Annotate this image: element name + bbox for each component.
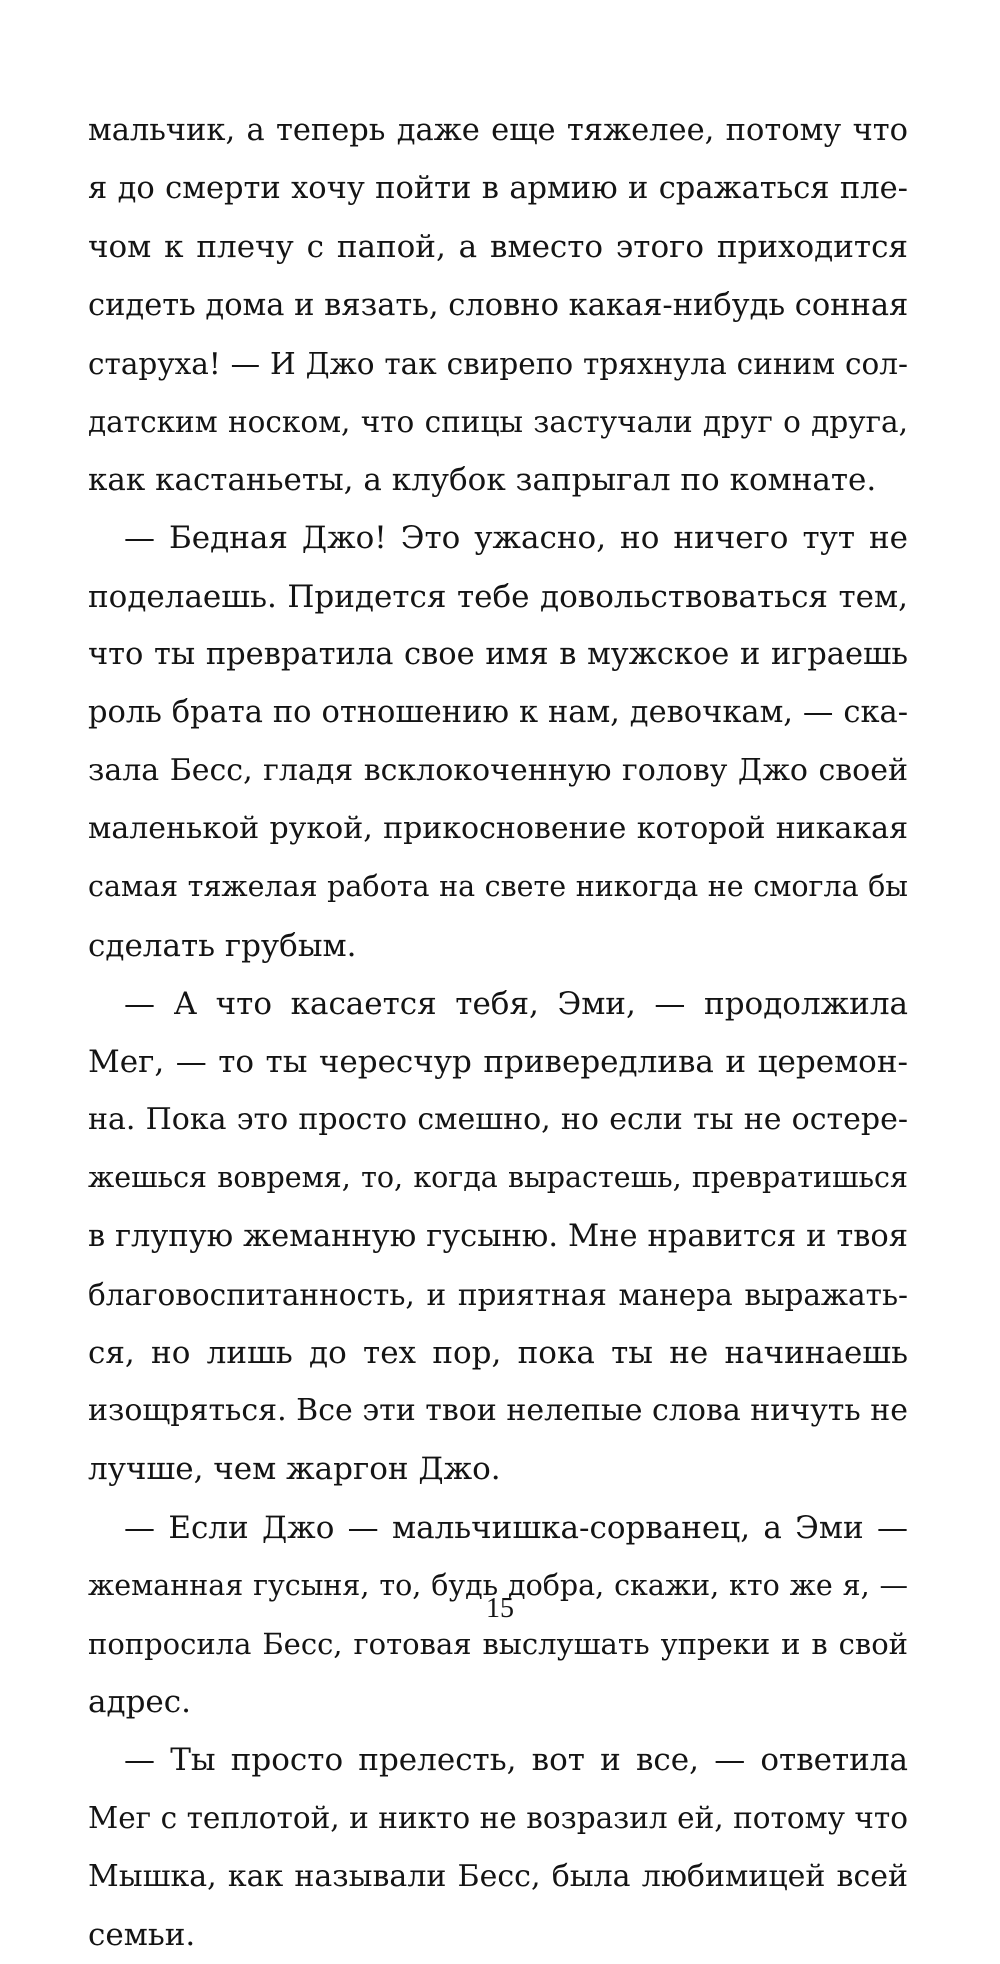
- text-line: благовоспитанность, и приятная манера выражать-: [88, 1277, 908, 1312]
- text-line: Мег с теплотой, и никто не возразил ей, потому что: [88, 1801, 908, 1836]
- text-line: на. Пока это просто смешно, но если ты не остере-: [88, 1102, 908, 1138]
- text-line: — Ты просто прелесть, вот и все, — ответила: [124, 1742, 908, 1779]
- text-line: — Бедная Джо! Это ужасно, но ничего тут не: [124, 520, 908, 557]
- text-line: лучше, чем жаргон Джо.: [88, 1451, 501, 1488]
- text-line: Мег, — то ты чересчур привередлива и церемон-: [88, 1044, 908, 1080]
- text-line: жешься вовремя, то, когда вырастешь, превратишься: [88, 1161, 908, 1195]
- text-line: датским носком, что спицы застучали друг о друга,: [88, 404, 908, 439]
- text-line: чом к плечу с папой, а вместо этого приходится: [88, 229, 908, 266]
- page-number: 15: [486, 1593, 514, 1624]
- text-line: зала Бесс, гладя всклокоченную голову Джо своей: [88, 753, 908, 789]
- text-line: поделаешь. Придется тебе довольствоваться тем,: [88, 578, 908, 615]
- page-text: [88, 102, 908, 1964]
- text-line: ся, но лишь до тех пор, пока ты не начинаешь: [88, 1334, 908, 1371]
- text-line: изощряться. Все эти твои нелепые слова ничуть не: [88, 1393, 908, 1429]
- text-line: сидеть дома и вязать, словно какая-нибудь сонная: [88, 287, 908, 323]
- text-line: самая тяжелая работа на свете никогда не смогла бы: [88, 870, 908, 904]
- text-line: старуха! — И Джо так свирепо тряхнула синим сол-: [88, 346, 908, 381]
- text-line: что ты превратила свое имя в мужское и играешь: [88, 636, 908, 672]
- text-line: — А что касается тебя, Эми, — продолжила: [124, 985, 908, 1022]
- text-line: сделать грубым.: [88, 927, 357, 964]
- text-line: я до смерти хочу пойти в армию и сражаться пле-: [88, 171, 908, 207]
- text-line: как кастаньеты, а клубок запрыгал по комнате.: [88, 462, 877, 499]
- text-line: Мышка, как называли Бесс, была любимицей всей: [88, 1858, 908, 1894]
- text-line: в глупую жеманную гусыню. Мне нравится и твоя: [88, 1218, 908, 1254]
- text-line: — Если Джо — мальчишка-сорванец, а Эми —: [124, 1509, 908, 1546]
- text-line: жеманная гусыня, то, будь добра, скажи, кто же я, —: [88, 1568, 908, 1602]
- text-line: роль брата по отношению к нам, девочкам, — ска-: [88, 694, 908, 730]
- text-line: семьи.: [88, 1916, 196, 1953]
- text-line: маленькой рукой, прикосновение которой никакая: [88, 811, 908, 847]
- text-line: адрес.: [88, 1684, 191, 1721]
- text-line: попросила Бесс, готовая выслушать упреки и в свой: [88, 1626, 908, 1661]
- text-line: мальчик, а теперь даже еще тяжелее, потому что: [88, 113, 908, 148]
